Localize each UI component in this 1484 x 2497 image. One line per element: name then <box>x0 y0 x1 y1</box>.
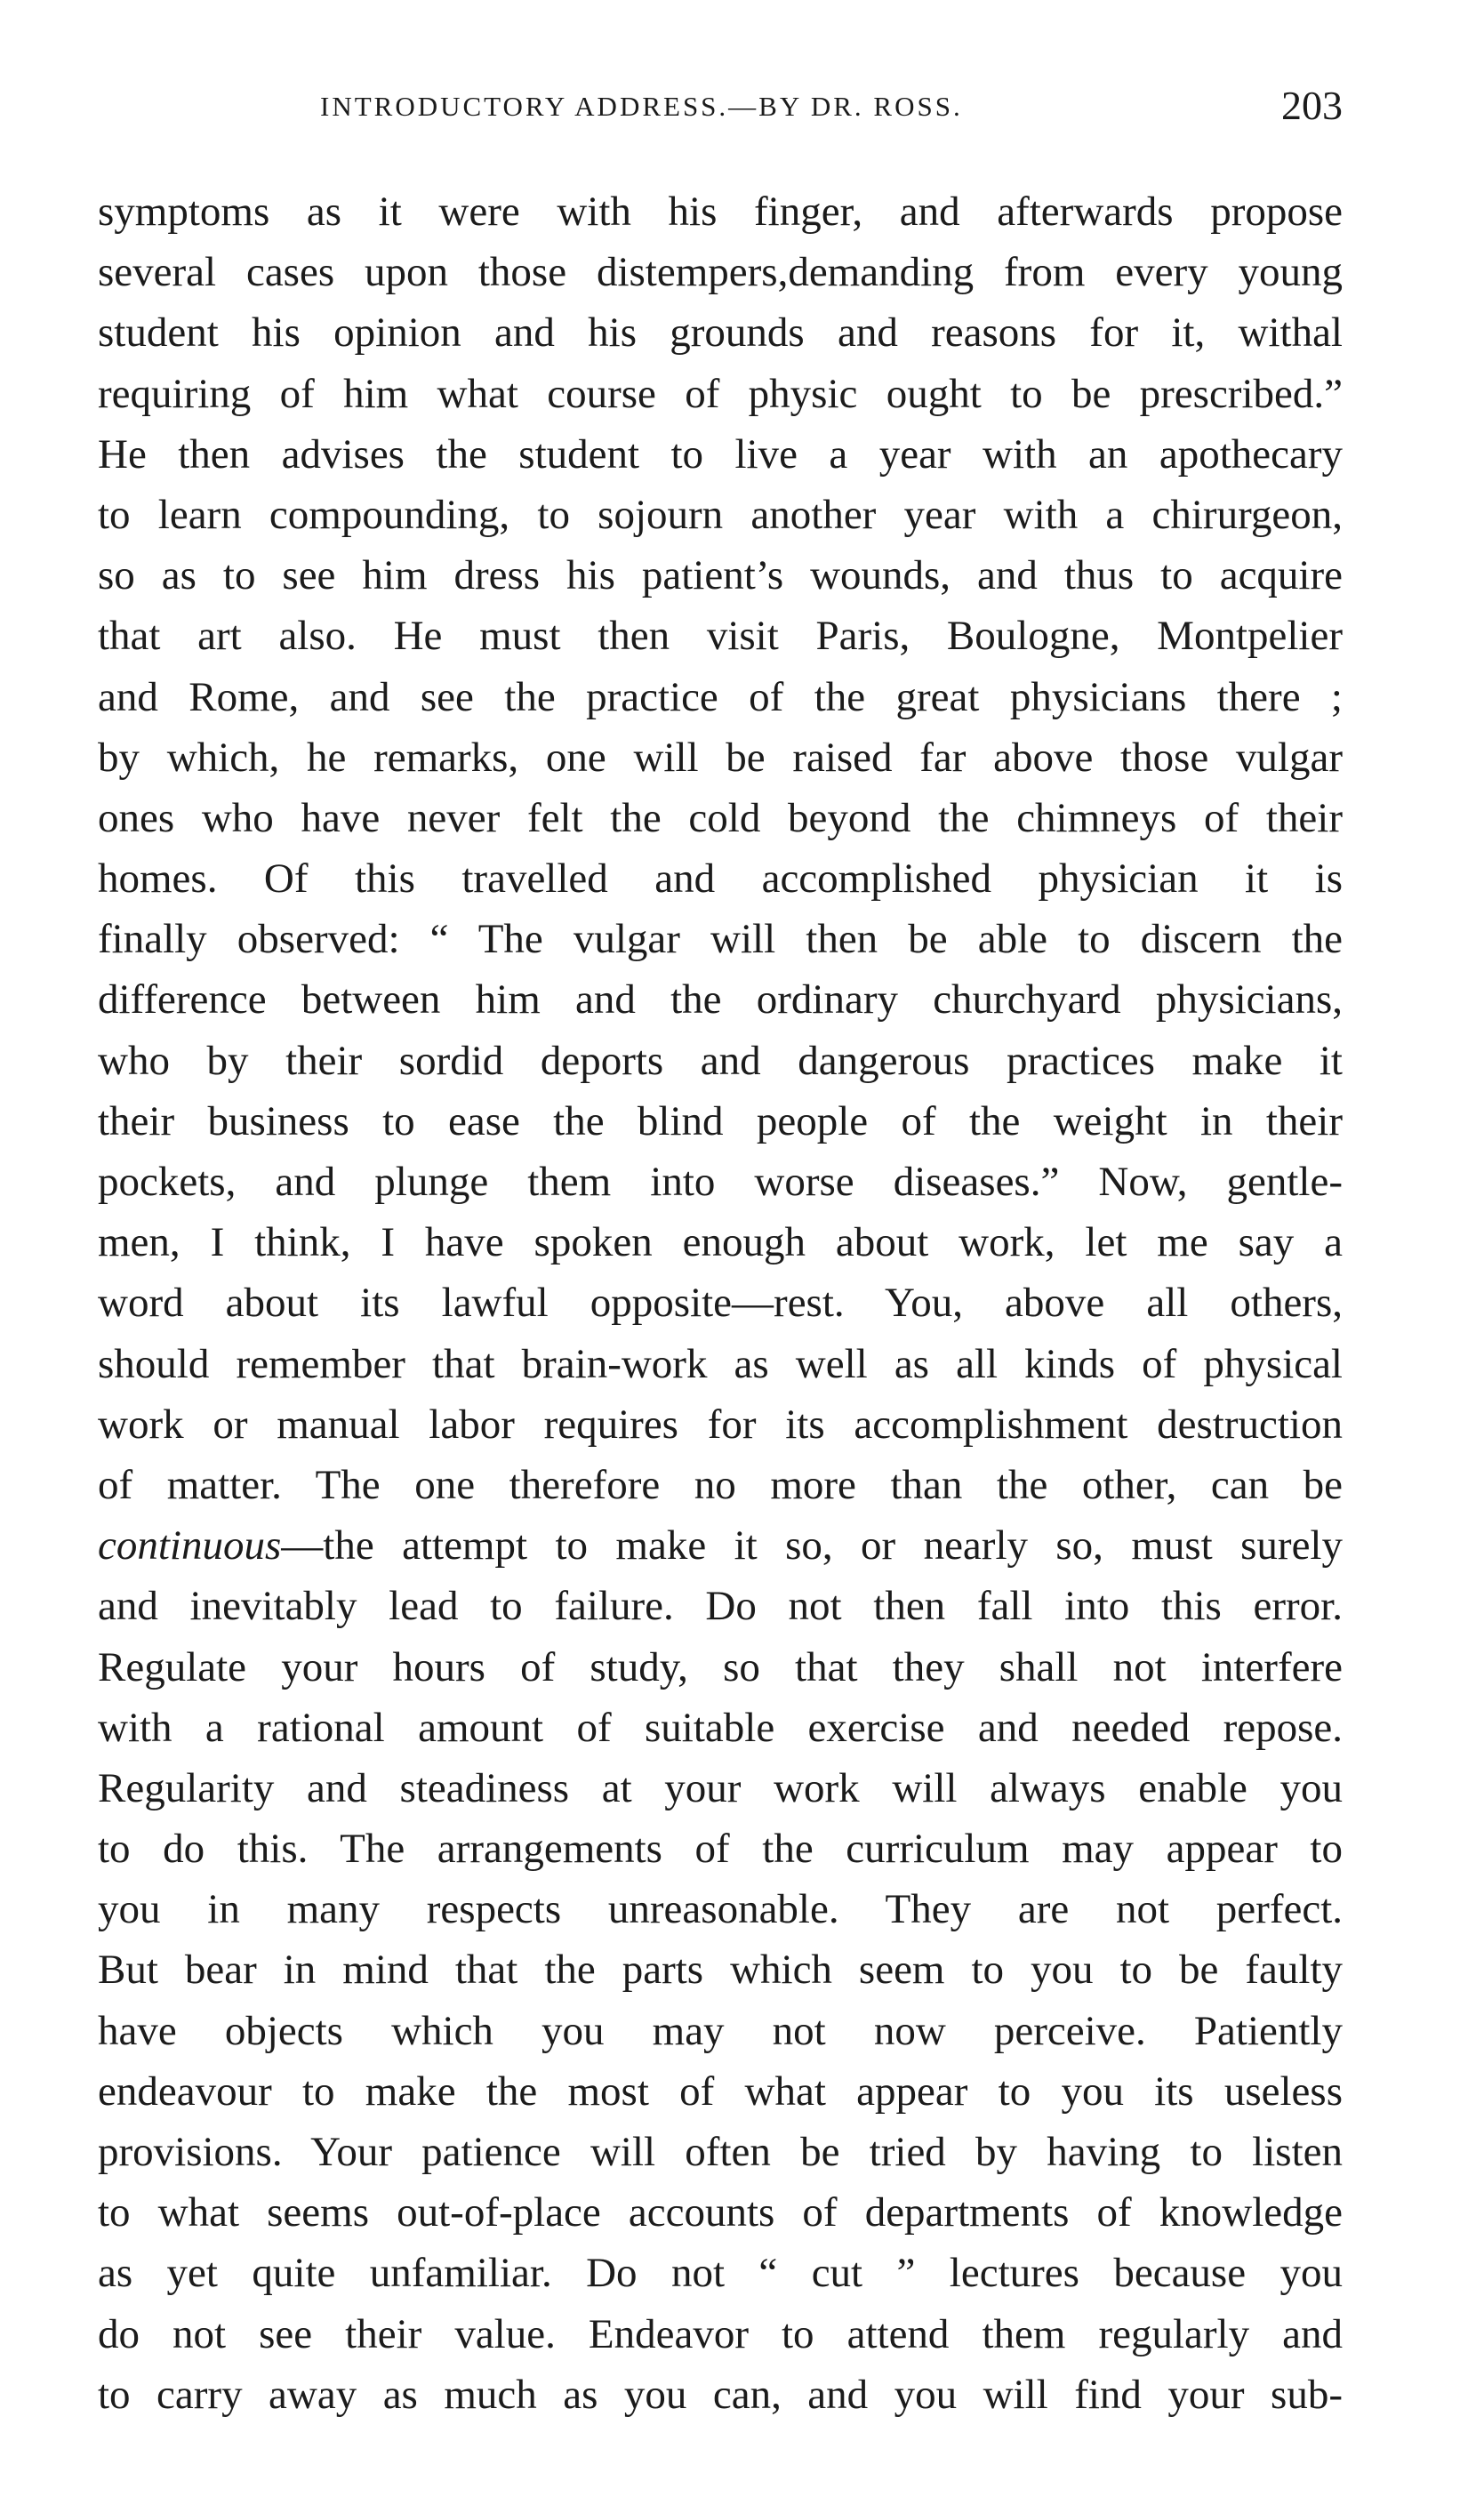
text-line: work or manual labor requires for its accomplishment destruction <box>98 1401 1343 1448</box>
text-line: and Rome, and see the practice of the great physicians there ; <box>98 673 1343 720</box>
text-line: difference between him and the ordinary churchyard physicians, <box>98 976 1343 1024</box>
text-line: to what seems out-of-place accounts of departments of knowledge <box>98 2189 1343 2236</box>
text-line: Regularity and steadiness at your work will always enable you <box>98 1764 1343 1811</box>
text-line: student his opinion and his grounds and reasons for it, withal <box>98 309 1343 357</box>
text-line: requiring of him what course of physic ought to be prescribed.” <box>98 370 1343 417</box>
text-line: symptoms as it were with his finger, and afterwards propose <box>98 189 1343 235</box>
text-line: who by their sordid deports and dangerous practices make it <box>98 1037 1343 1084</box>
text-line: to learn compounding, to sojourn another year with a chirurgeon, <box>98 491 1343 538</box>
text-line: of matter. The one therefore no more than the other, can be <box>98 1461 1343 1508</box>
text-line: He then advises the student to live a year with an apothecary <box>98 430 1343 478</box>
text-line: you in many respects unreasonable. They are not perfect. <box>98 1886 1343 1933</box>
text-line-rest: —the attempt to make it so, or nearly so, must surely <box>281 1522 1343 1570</box>
text-line: men, I think, I have spoken enough about work, let me say a <box>98 1219 1343 1266</box>
text-line: ones who have never felt the cold beyond the chimneys of their <box>98 794 1343 841</box>
page-header <box>320 78 1343 132</box>
text-line: pockets, and plunge them into worse diseases.” Now, gentle- <box>98 1159 1343 1205</box>
text-line: to carry away as much as you can, and you will find your sub- <box>98 2371 1343 2418</box>
text-line: provisions. Your patience will often be tried by having to listen <box>98 2129 1343 2175</box>
text-line: that art also. He must then visit Paris, Boulogne, Montpelier <box>98 613 1343 660</box>
text-line: their business to ease the blind people of the weight in their <box>98 1097 1343 1144</box>
text-line: to do this. The arrangements of the curriculum may appear to <box>98 1826 1343 1873</box>
text-line: have objects which you may not now perceive. Patiently <box>98 2007 1343 2054</box>
text-line: should remember that brain-work as well as all kinds of physical <box>98 1340 1343 1387</box>
text-line: do not see their value. Endeavor to attend them regularly and <box>98 2310 1343 2357</box>
text-line: as yet quite unfamiliar. Do not “ cut ” lectures because you <box>98 2250 1343 2297</box>
text-line: by which, he remarks, one will be raised far above those vulgar <box>98 734 1343 781</box>
text-line: homes. Of this travelled and accomplished physician it is <box>98 855 1343 903</box>
text-line: and inevitably lead to failure. Do not then fall into this error. <box>98 1583 1343 1630</box>
text-line: with a rational amount of suitable exercise and needed repose. <box>98 1704 1343 1751</box>
text-line-with-italic <box>98 1515 1343 1576</box>
text-line: several cases upon those distempers,demanding from every young <box>98 249 1343 296</box>
page-number: 203 <box>1281 83 1343 128</box>
text-line: Regulate your hours of study, so that they shall not interfere <box>98 1643 1343 1690</box>
running-head: INTRODUCTORY ADDRESS.—BY DR. ROSS. <box>320 91 963 122</box>
text-line: But bear in mind that the parts which seem to you to be faulty <box>98 1947 1343 1994</box>
text-line: finally observed: “ The vulgar will then be able to discern the <box>98 916 1343 963</box>
text-line: word about its lawful opposite—rest. You, above all others, <box>98 1280 1343 1327</box>
italic-word: continuous <box>98 1522 282 1570</box>
text-line: endeavour to make the most of what appear to you its useless <box>98 2067 1343 2115</box>
text-line: so as to see him dress his patient’s wounds, and thus to acquire <box>98 552 1343 599</box>
body-text <box>98 181 1343 2425</box>
